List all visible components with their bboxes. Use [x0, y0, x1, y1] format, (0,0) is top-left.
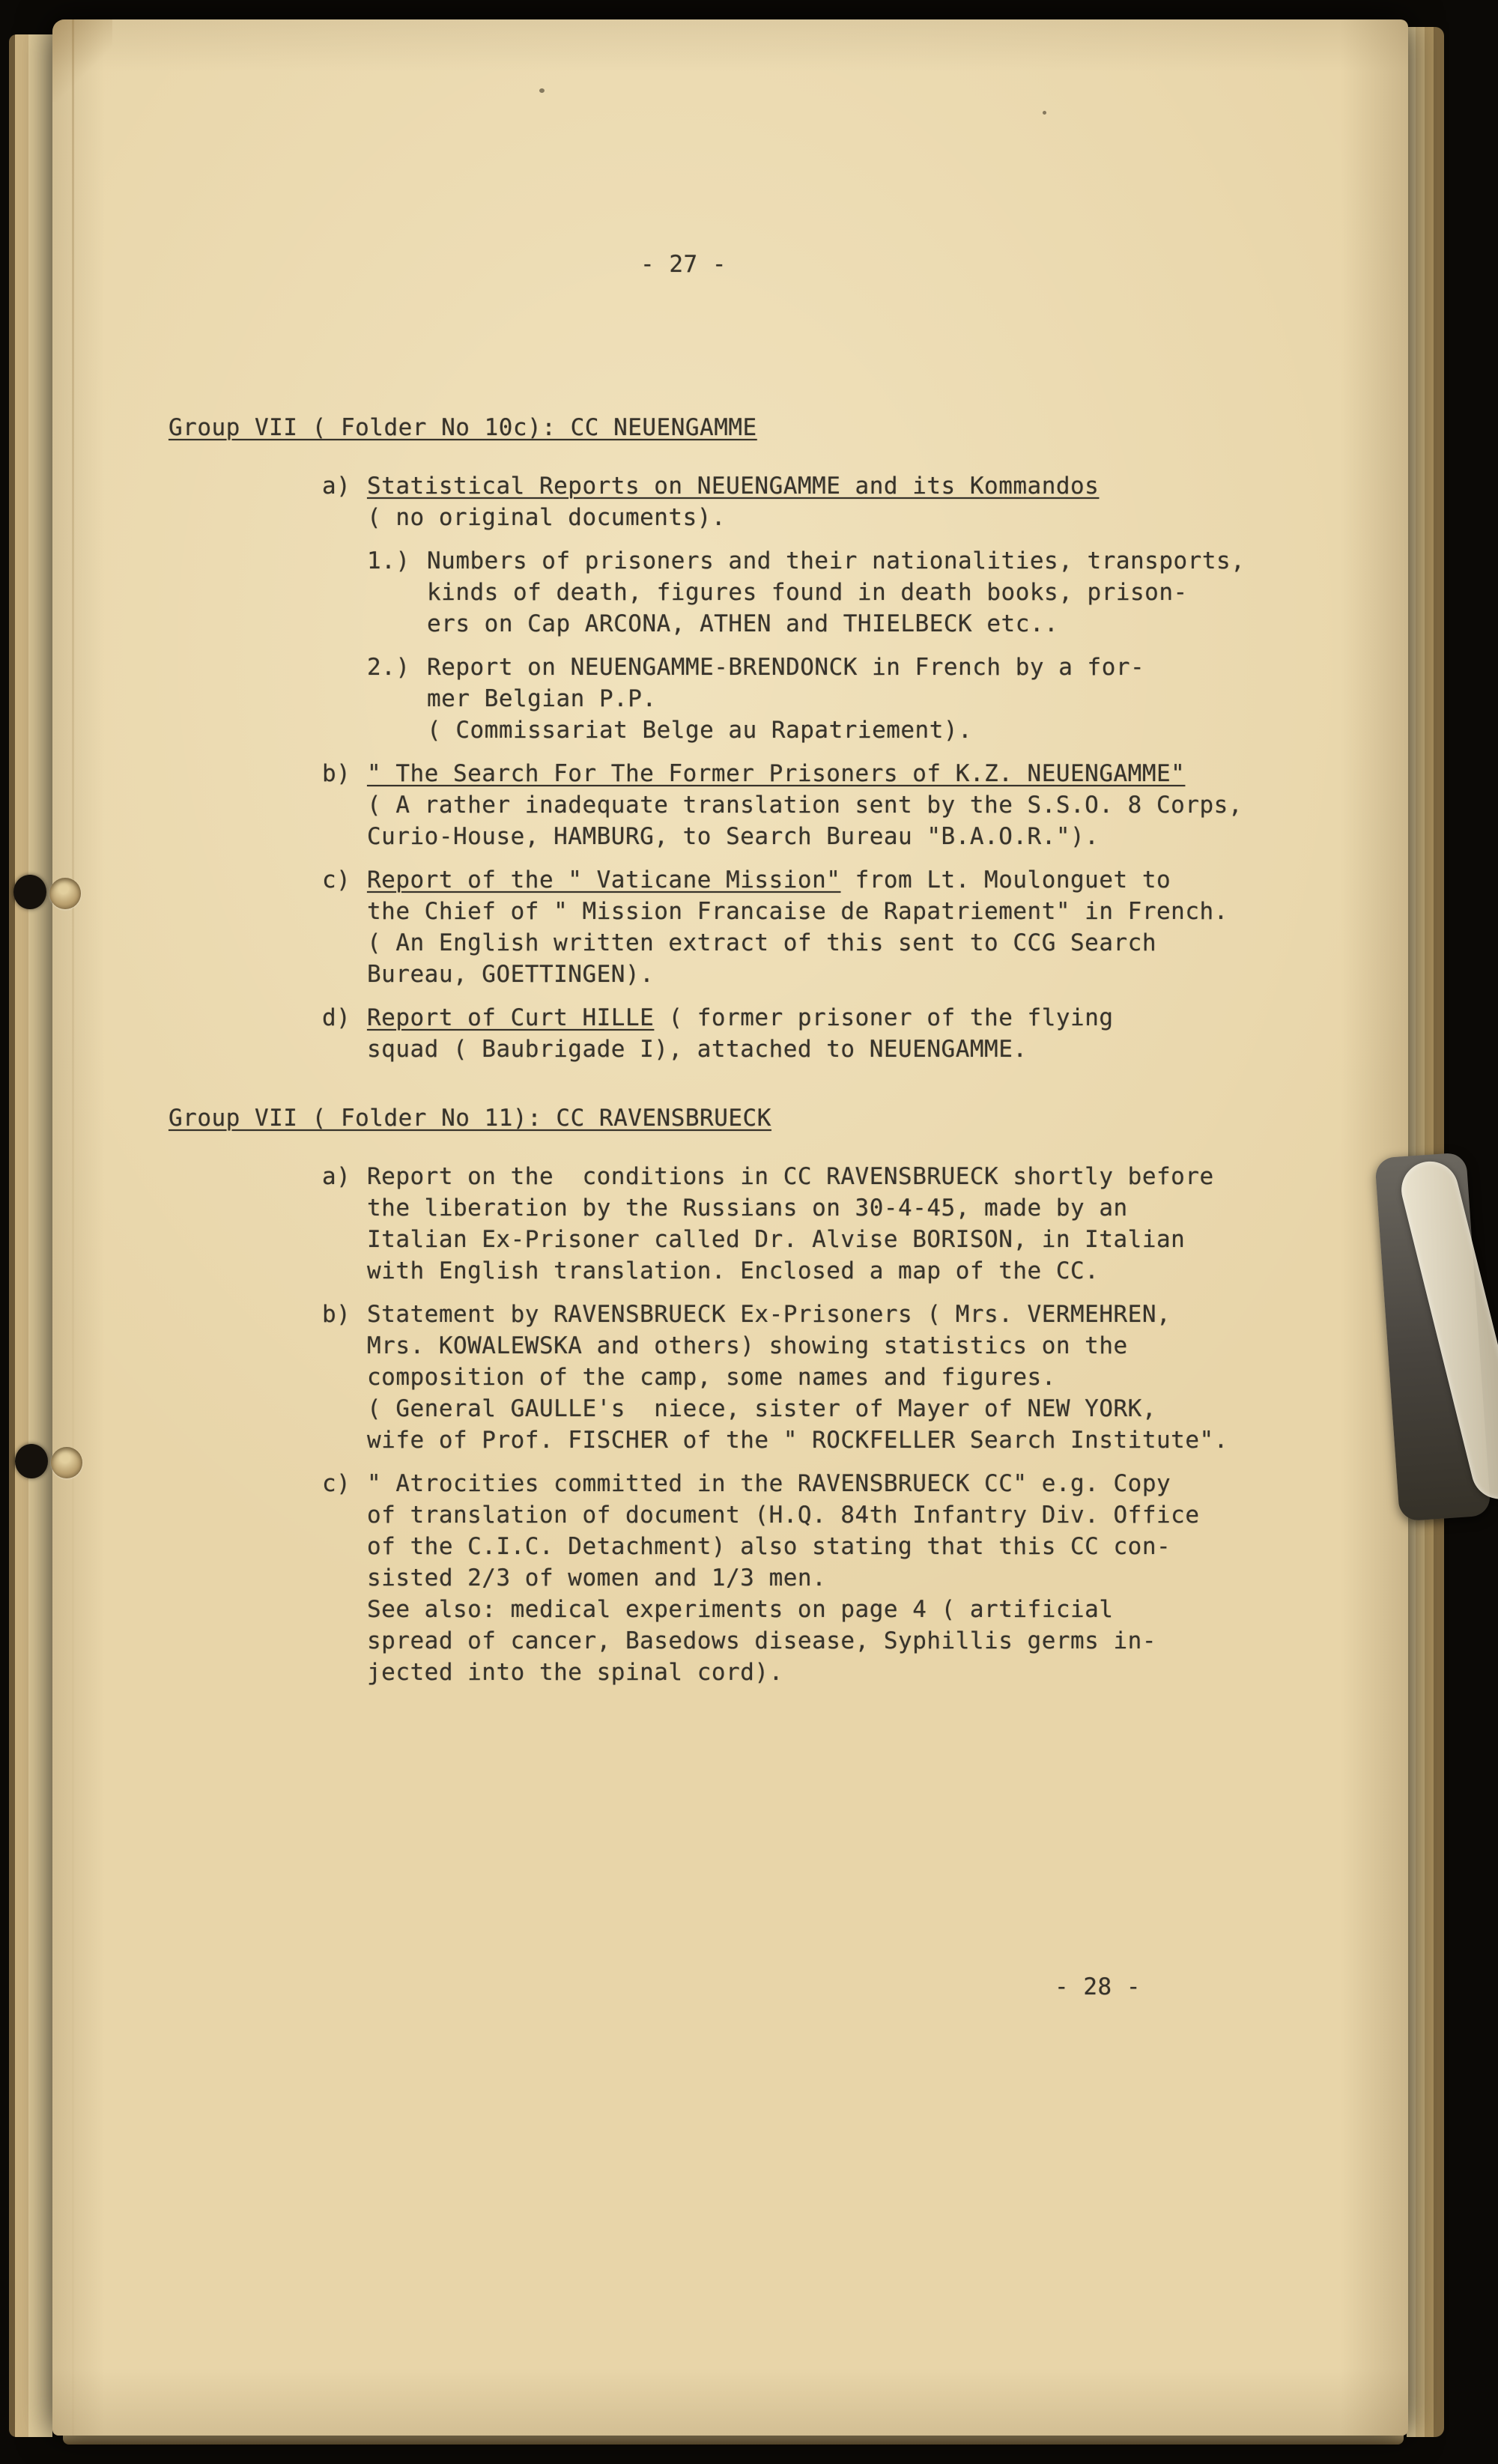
text-line [367, 1161, 1214, 1192]
text-segment: Group VII ( Folder No 11): CC RAVENSBRUECK [169, 1105, 771, 1132]
text-segment: spread of cancer, Basedows disease, Syphillis germs in- [367, 1627, 1156, 1654]
text-segment: Statement by RAVENSBRUECK Ex-Prisoners ( Mrs. VERMEHREN, [367, 1301, 1171, 1328]
text-segment: Report on the conditions in CC RAVENSBRUECK shortly before [367, 1163, 1214, 1190]
list-item [169, 545, 1356, 640]
text-segment: Bureau, GOETTINGEN). [367, 961, 655, 988]
item-text [367, 1299, 1228, 1456]
text-segment: jected into the spinal cord). [367, 1659, 783, 1686]
text-segment: Numbers of prisoners and their nationalities, transports, [427, 547, 1246, 574]
page-content [52, 19, 1408, 2066]
text-line [367, 1255, 1214, 1287]
punch-hole-shadow-bottom [15, 1444, 48, 1478]
list-item [169, 1299, 1356, 1456]
item-text [427, 545, 1245, 640]
text-line [169, 1102, 1356, 1134]
stacked-pages-bottom-edge [63, 2434, 1404, 2445]
text-line [427, 608, 1245, 640]
text-line [427, 714, 1144, 746]
item-text [367, 1468, 1200, 1688]
item-text [367, 1161, 1214, 1287]
text-segment: ( General GAULLE's niece, sister of Mayer of NEW YORK, [367, 1395, 1156, 1422]
text-segment: mer Belgian P.P. [427, 685, 657, 712]
text-segment: " Atrocities committed in the RAVENSBRUECK CC" e.g. Copy [367, 1470, 1171, 1497]
punch-hole-shadow-top [13, 875, 46, 909]
text-segment: kinds of death, figures found in death books, prison- [427, 579, 1188, 606]
text-line [367, 1424, 1228, 1456]
text-line [367, 1468, 1200, 1499]
list-item [169, 758, 1356, 852]
text-segment: ( An English written extract of this sent to CCG Search [367, 929, 1156, 956]
item-text [427, 652, 1144, 746]
section-heading [169, 1102, 1356, 1134]
text-line [169, 412, 1356, 443]
text-line [367, 758, 1243, 789]
list-item [169, 1002, 1356, 1065]
text-line [367, 1192, 1214, 1224]
text-line [367, 1034, 1114, 1065]
text-segment: See also: medical experiments on page 4 ( artificial [367, 1596, 1114, 1623]
text-segment: ( A rather inadequate translation sent by the S.S.O. 8 Corps, [367, 792, 1243, 819]
text-segment: Curio-House, HAMBURG, to Search Bureau "B.A.O.R."). [367, 823, 1100, 850]
text-line [427, 652, 1144, 683]
text-segment: from Lt. Moulonguet to [840, 867, 1171, 893]
text-line [367, 789, 1243, 821]
item-text [367, 1002, 1114, 1065]
text-line [427, 577, 1245, 608]
item-label: a) [322, 1163, 351, 1190]
text-line [367, 502, 1099, 533]
item-label: d) [322, 1004, 351, 1031]
text-segment: ( former prisoner of the flying [654, 1004, 1114, 1031]
text-segment: Italian Ex-Prisoner called Dr. Alvise BORISON, in Italian [367, 1226, 1186, 1253]
text-segment: sisted 2/3 of women and 1/3 men. [367, 1565, 827, 1591]
text-segment: with English translation. Enclosed a map of the CC. [367, 1257, 1100, 1284]
text-line [367, 470, 1099, 502]
text-line [367, 1562, 1200, 1594]
text-segment: ( no original documents). [367, 504, 727, 531]
text-segment: squad ( Baubrigade I), attached to NEUENGAMME. [367, 1036, 1028, 1063]
punch-hole-bottom [51, 1447, 82, 1478]
text-line [367, 896, 1228, 927]
text-line [367, 1393, 1228, 1424]
paper-speck [1043, 111, 1046, 115]
item-label: a) [322, 473, 351, 500]
text-line [367, 1594, 1200, 1625]
list-item [169, 652, 1356, 746]
item-label: 1.) [367, 547, 410, 574]
text-line [367, 1330, 1228, 1362]
text-segment: Mrs. KOWALEWSKA and others) showing statistics on the [367, 1332, 1128, 1359]
text-segment: Statistical Reports on NEUENGAMME and its Kommandos [367, 473, 1100, 500]
text-line [367, 1531, 1200, 1562]
text-segment: ers on Cap ARCONA, ATHEN and THIELBECK etc.. [427, 610, 1059, 637]
item-text [367, 758, 1243, 852]
text-line [367, 959, 1228, 990]
text-line [367, 1362, 1228, 1393]
text-line [367, 1002, 1114, 1034]
list-item [169, 864, 1356, 990]
text-line [367, 1657, 1200, 1688]
text-segment: of the C.I.C. Detachment) also stating that this CC con- [367, 1533, 1171, 1560]
item-label: b) [322, 1301, 351, 1328]
text-segment: ( Commissariat Belge au Rapatriement). [427, 717, 973, 744]
item-label: 2.) [367, 654, 410, 681]
text-segment: Report of the " Vaticane Mission" [367, 867, 841, 893]
text-segment: Report of Curt HILLE [367, 1004, 655, 1031]
text-line [427, 683, 1144, 714]
page-number-top: - 27 - [640, 251, 727, 278]
punch-hole-top [49, 878, 81, 909]
text-segment: the liberation by the Russians on 30-4-45, made by an [367, 1195, 1128, 1222]
text-line [367, 1224, 1214, 1255]
item-label: b) [322, 760, 351, 787]
underlying-pages-left-edge [9, 34, 52, 2437]
text-line [427, 545, 1245, 577]
text-line [367, 927, 1228, 959]
item-label: c) [322, 1470, 351, 1497]
item-text [367, 470, 1099, 533]
text-segment: Report on NEUENGAMME-BRENDONCK in French by a for- [427, 654, 1145, 681]
list-item [169, 1161, 1356, 1287]
text-line [367, 864, 1228, 896]
text-segment: Group VII ( Folder No 10c): CC NEUENGAMME [169, 414, 757, 441]
item-label: c) [322, 867, 351, 893]
section-heading [169, 412, 1356, 443]
text-segment: of translation of document (H.Q. 84th Infantry Div. Office [367, 1502, 1200, 1529]
list-item [169, 470, 1356, 533]
text-line [367, 1299, 1228, 1330]
text-segment: composition of the camp, some names and figures. [367, 1364, 1056, 1391]
list-item [169, 1468, 1356, 1688]
document-body [169, 412, 1356, 1688]
item-text [367, 864, 1228, 990]
text-line [367, 1625, 1200, 1657]
document-page [52, 19, 1408, 2436]
text-segment: wife of Prof. FISCHER of the " ROCKFELLER Search Institute". [367, 1427, 1228, 1454]
text-line [367, 821, 1243, 852]
text-segment: the Chief of " Mission Francaise de Rapatriement" in French. [367, 898, 1228, 925]
paper-speck [539, 88, 545, 93]
page-number-bottom: - 28 - [1055, 1973, 1141, 2000]
text-segment: " The Search For The Former Prisoners of K.Z. NEUENGAMME" [367, 760, 1186, 787]
text-line [367, 1499, 1200, 1531]
